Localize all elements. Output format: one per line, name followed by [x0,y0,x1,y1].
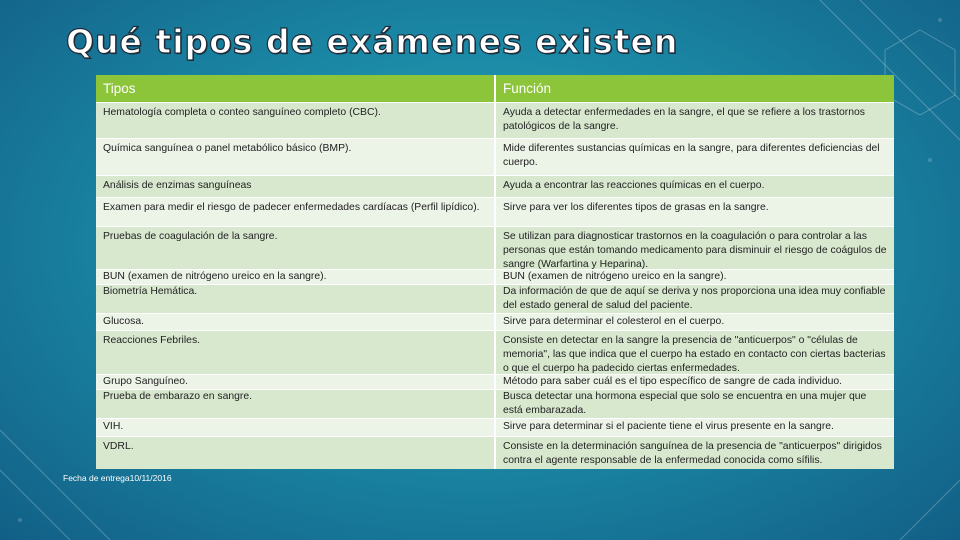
table-row [96,331,894,375]
table-row [96,419,894,437]
cell-tipo: Química sanguínea o panel metabólico básico (BMP). [96,139,496,175]
cell-tipo: Reacciones Febriles. [96,331,496,374]
table-header-row [96,75,894,103]
cell-funcion: Da información de que de aquí se deriva y nos proporciona una idea muy confiable del estado general de salud del paciente. [503,286,886,312]
cell-tipo: BUN (examen de nitrógeno ureico en la sangre). [96,270,496,284]
cell-funcion: Consiste en la determinación sanguínea de la presencia de "anticuerpos" dirigidos contra el agente responsable de la enfermedad conocida como sífilis. [503,441,882,467]
table-row [96,375,894,390]
header-tipos: Tipos [96,75,496,102]
cell-tipo: Glucosa. [96,314,496,330]
cell-funcion: Consiste en detectar en la sangre la presencia de "anticuerpos" o "células de memoria", las que indica que el cuerpo ha estado en contacto con ciertas bacterias o que el cuerpo ha padecido ciertas enfermedades. [503,335,886,374]
table-row [96,227,894,270]
cell-funcion: Busca detectar una hormona especial que solo se encuentra en una mujer que está embarazada. [503,391,867,417]
table-row [96,139,894,176]
cell-tipo: Pruebas de coagulación de la sangre. [96,227,496,269]
cell-tipo: Análisis de enzimas sanguíneas [96,176,496,197]
cell-funcion: Ayuda a encontrar las reacciones químicas en el cuerpo. [503,180,765,191]
cell-funcion: Sirve para ver los diferentes tipos de grasas en la sangre. [503,202,769,213]
cell-tipo: Examen para medir el riesgo de padecer enfermedades cardíacas (Perfil lipídico). [96,198,496,226]
cell-funcion: Ayuda a detectar enfermedades en la sangre, el que se refiere a los trastornos patológicos de la sangre. [503,107,865,133]
cell-tipo: Prueba de embarazo en sangre. [96,390,496,418]
table-row [96,390,894,419]
table-row [96,176,894,198]
cell-funcion: Método para saber cuál es el tipo específico de sangre de cada individuo. [503,376,843,387]
cell-tipo: Grupo Sanguíneo. [96,375,496,389]
slide-title: Qué tipos de exámenes existen [66,22,679,61]
cell-tipo: VDRL. [96,437,496,469]
cell-funcion: Mide diferentes sustancias químicas en la sangre, para diferentes deficiencias del cuerpo. [503,143,880,169]
cell-funcion: Se utilizan para diagnosticar trastornos en la coagulación o para controlar a las personas que están tomando medicamento para disminuir el riesgo de coágulos de sangre (Warfartina y Heparina). [503,231,887,269]
table-row [96,270,894,285]
cell-tipo: VIH. [96,419,496,436]
cell-funcion: Sirve para determinar el colesterol en el cuerpo. [503,316,725,327]
table-row [96,198,894,227]
cell-tipo: Hematología completa o conteo sanguíneo completo (CBC). [96,103,496,138]
cell-tipo: Biometría Hemática. [96,285,496,313]
delivery-date-footer: Fecha de entrega10/11/2016 [63,473,172,483]
header-funcion: Función [503,81,552,96]
table-row [96,437,894,469]
table-row [96,285,894,314]
exam-table [96,75,894,469]
cell-funcion: BUN (examen de nitrógeno ureico en la sangre). [503,271,727,282]
cell-funcion: Sirve para determinar si el paciente tiene el virus presente en la sangre. [503,421,834,432]
table-row [96,314,894,331]
table-row [96,103,894,139]
